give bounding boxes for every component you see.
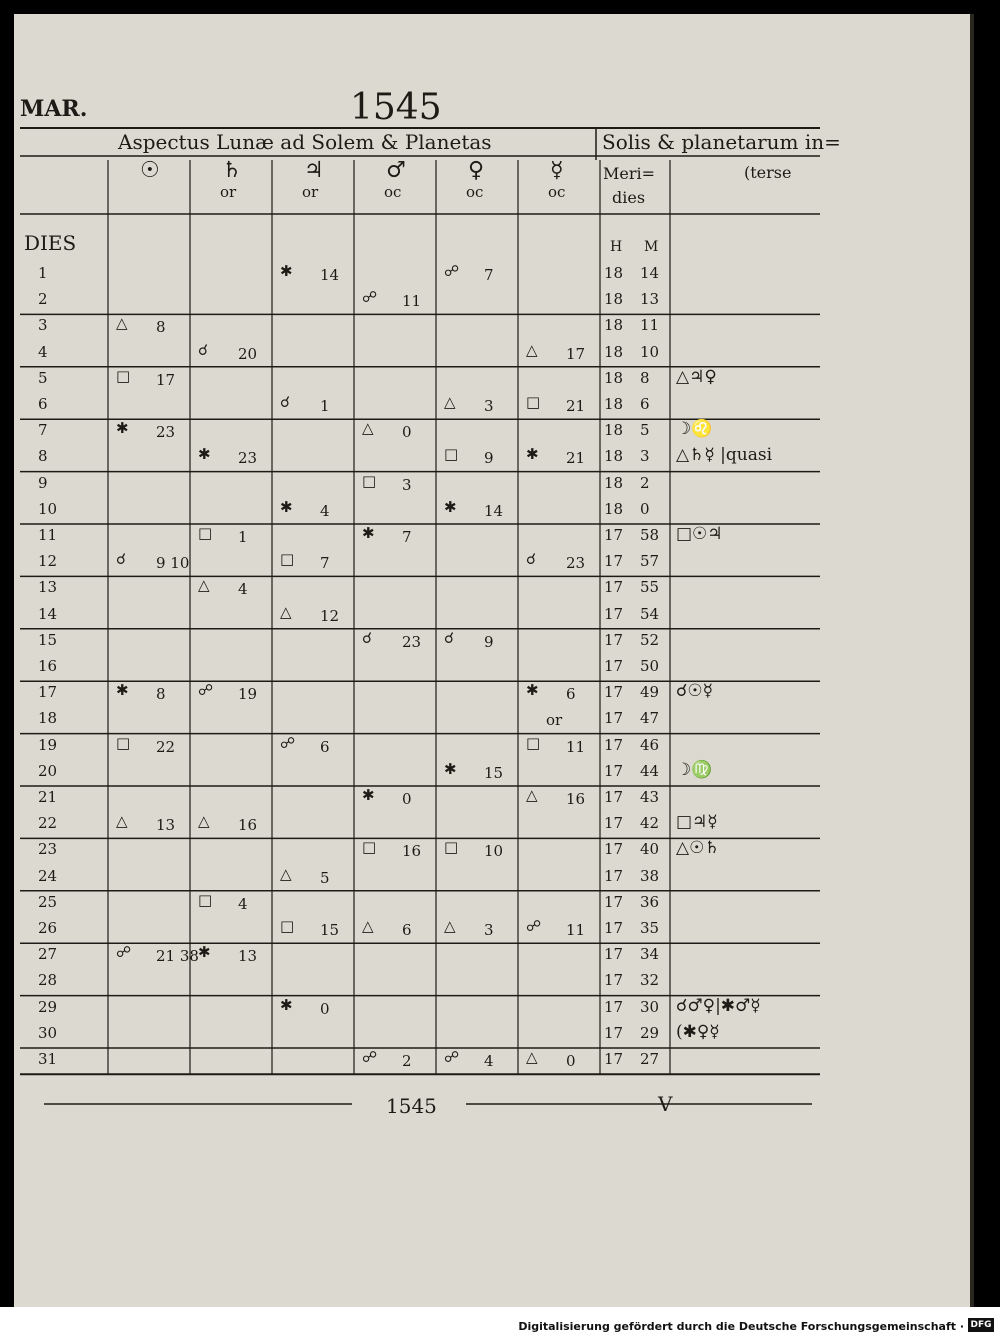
month-heading: MAR. xyxy=(20,96,88,122)
meridies-hour: 18 xyxy=(604,342,624,361)
day-number: 13 xyxy=(38,578,58,597)
meridies-hour: 18 xyxy=(604,395,624,413)
column-suffix: or xyxy=(302,183,319,201)
aspect-degree: 21 38 xyxy=(156,947,199,966)
aspect-symbol: ✱ xyxy=(280,497,293,516)
credit-text: Digitalisierung gefördert durch die Deutsche Forschungsgemeinschaft · xyxy=(518,1320,964,1333)
aspect-note: ☽♍ xyxy=(676,759,713,780)
meridies-hour: 18 xyxy=(604,316,624,335)
aspect-degree: 7 xyxy=(320,554,330,573)
aspect-symbol: △ xyxy=(116,812,128,831)
aspect-symbol: □ xyxy=(116,366,131,385)
aspect-symbol: ✱ xyxy=(362,786,375,804)
signature-mark: V xyxy=(658,1092,673,1116)
aspect-degree: 13 xyxy=(238,947,258,966)
aspect-symbol: □ xyxy=(362,471,377,490)
aspect-degree: 6 xyxy=(320,737,330,756)
aspect-degree: 11 xyxy=(566,737,586,756)
aspect-degree: 22 xyxy=(156,737,176,756)
planet-symbol: ☿ xyxy=(550,158,564,183)
aspect-note: ☌♂♀|✱♂☿ xyxy=(676,995,761,1016)
column-suffix: oc xyxy=(548,183,566,201)
aspect-symbol: ✱ xyxy=(280,995,293,1014)
aspect-symbol: ☍ xyxy=(198,681,214,700)
meridies-hour: 18 xyxy=(604,473,624,492)
aspect-symbol: ✱ xyxy=(362,524,375,542)
aspect-degree: 23 xyxy=(566,554,586,573)
aspect-symbol: ✱ xyxy=(444,759,457,778)
aspect-note: △♃♀ xyxy=(676,366,717,387)
aspect-degree: or xyxy=(546,711,563,730)
day-number: 23 xyxy=(38,840,58,859)
aspect-degree: 5 xyxy=(320,868,330,887)
day-number: 21 xyxy=(38,788,58,806)
aspect-symbol: ✱ xyxy=(116,419,129,438)
aspect-degree: 0 xyxy=(320,999,330,1018)
aspect-symbol: △ xyxy=(362,917,374,935)
aspect-symbol: □ xyxy=(444,838,459,857)
aspect-symbol: △ xyxy=(444,917,456,935)
aspect-symbol: ☍ xyxy=(362,1048,378,1066)
meridies-hour: 17 xyxy=(604,630,624,649)
day-number: 24 xyxy=(38,866,58,885)
day-number: 11 xyxy=(38,526,58,544)
meridies-minute: 54 xyxy=(640,604,660,623)
meridies-hour: 18 xyxy=(604,421,624,440)
aspect-degree: 9 xyxy=(484,449,494,468)
day-number: 2 xyxy=(38,290,48,309)
meridies-minute: 5 xyxy=(640,421,650,440)
aspect-degree: 11 xyxy=(402,292,422,311)
aspect-note: △☉♄ xyxy=(676,838,720,859)
meridies-hour: 18 xyxy=(604,290,624,309)
meridies-hour: 17 xyxy=(604,1050,624,1068)
aspect-symbol: ✱ xyxy=(116,681,129,700)
aspect-symbol: ☌ xyxy=(280,393,291,411)
day-number: 22 xyxy=(38,814,58,833)
meridies-minute: 43 xyxy=(640,788,660,806)
meridies-minute: 30 xyxy=(640,997,660,1016)
day-number: 17 xyxy=(38,683,58,702)
aspect-degree: 16 xyxy=(402,842,422,861)
aspect-symbol: △ xyxy=(198,576,210,595)
aspect-symbol: △ xyxy=(526,1048,538,1066)
meridies-minute: 27 xyxy=(640,1050,660,1068)
meridies-hour: 18 xyxy=(604,499,624,518)
minute-label: M xyxy=(644,239,659,255)
aspect-note: ☽♌ xyxy=(676,419,713,440)
meridies-hour: 17 xyxy=(604,840,624,859)
day-number: 1 xyxy=(38,264,48,282)
meridies-hour: 18 xyxy=(604,447,624,466)
planet-symbol: ♂ xyxy=(386,158,406,183)
meridies-minute: 38 xyxy=(640,866,660,885)
aspect-degree: 0 xyxy=(566,1052,576,1070)
day-number: 5 xyxy=(38,368,48,387)
aspect-symbol: ☍ xyxy=(444,262,460,280)
aspect-degree: 7 xyxy=(484,266,494,284)
day-number: 4 xyxy=(38,342,48,361)
column-suffix: oc xyxy=(466,183,484,201)
meridies-hour: 17 xyxy=(604,919,624,937)
aspect-symbol: ☍ xyxy=(116,943,132,962)
aspect-note: ☌☉☿ xyxy=(676,681,714,702)
meridies-minute: 40 xyxy=(640,840,660,859)
day-number: 27 xyxy=(38,945,58,964)
meridies-minute: 10 xyxy=(640,342,660,361)
solis-section-title: Solis & planetarum in= xyxy=(602,130,841,154)
meridies-minute: 36 xyxy=(640,892,660,911)
meridies-minute: 32 xyxy=(640,971,660,990)
aspect-degree: 15 xyxy=(320,921,340,939)
meridies-hour: 18 xyxy=(604,264,624,282)
day-number: 28 xyxy=(38,971,58,990)
aspect-symbol: ☍ xyxy=(444,1048,460,1066)
aspect-degree: 17 xyxy=(566,344,586,363)
planet-symbol: ♀ xyxy=(468,158,485,183)
aspect-degree: 14 xyxy=(484,501,504,520)
aspect-symbol: □ xyxy=(116,733,131,752)
meridies-hour: 17 xyxy=(604,866,624,885)
column-suffix: oc xyxy=(384,183,402,201)
aspect-degree: 13 xyxy=(156,816,176,835)
aspect-symbol: □ xyxy=(198,890,213,909)
aspect-symbol: ☌ xyxy=(362,628,373,647)
aspect-symbol: □ xyxy=(280,550,295,569)
meridies-hour: 17 xyxy=(604,657,624,675)
day-number: 6 xyxy=(38,395,48,413)
aspect-symbol: △ xyxy=(116,314,128,333)
planet-symbol: ☉ xyxy=(140,158,160,183)
day-number: 20 xyxy=(38,761,58,780)
aspect-degree: 21 xyxy=(566,449,586,468)
aspect-symbol: ☍ xyxy=(526,917,542,935)
day-number: 25 xyxy=(38,892,58,911)
aspect-degree: 8 xyxy=(156,318,166,337)
meridies-hour: 17 xyxy=(604,997,624,1016)
aspect-degree: 23 xyxy=(402,632,422,651)
aspect-symbol: □ xyxy=(198,524,213,542)
aspect-symbol: △ xyxy=(362,419,374,438)
page-edge xyxy=(970,14,974,1307)
meridies-hour: 17 xyxy=(604,526,624,544)
meridies-minute: 34 xyxy=(640,945,660,964)
aspect-note: □☉♃ xyxy=(676,524,723,544)
aspect-degree: 2 xyxy=(402,1052,412,1070)
aspect-degree: 9 10 xyxy=(156,554,190,573)
day-number: 29 xyxy=(38,997,58,1016)
aspects-section-title: Aspectus Lunæ ad Solem & Planetas xyxy=(118,130,492,154)
hour-label: H xyxy=(610,239,623,255)
meridies-minute: 55 xyxy=(640,578,660,597)
aspect-degree: 20 xyxy=(238,344,258,363)
aspect-symbol: □ xyxy=(362,838,377,857)
meridies-minute: 44 xyxy=(640,761,660,780)
aspect-note: □♃☿ xyxy=(676,812,718,833)
day-number: 8 xyxy=(38,447,48,466)
meridies-hour: 17 xyxy=(604,945,624,964)
meridies-minute: 49 xyxy=(640,683,660,702)
aspect-degree: 7 xyxy=(402,528,412,546)
aspect-note: (✱♀☿ xyxy=(676,1021,720,1042)
day-number: 19 xyxy=(38,735,58,754)
aspect-symbol: ☌ xyxy=(526,550,537,569)
meridies-minute: 6 xyxy=(640,395,650,413)
meridies-minute: 29 xyxy=(640,1023,660,1042)
meridies-hour: 17 xyxy=(604,814,624,833)
aspect-symbol: △ xyxy=(526,786,538,804)
aspect-symbol: ☌ xyxy=(444,628,455,647)
meridies-hour: 17 xyxy=(604,578,624,597)
day-number: 3 xyxy=(38,316,48,335)
book-page xyxy=(14,14,970,1307)
aspect-note: △♄☿ |quasi xyxy=(676,445,773,466)
aspect-degree: 6 xyxy=(566,685,576,704)
year-heading: 1545 xyxy=(350,87,442,128)
day-number: 14 xyxy=(38,604,58,623)
day-number: 12 xyxy=(38,552,58,571)
aspect-degree: 8 xyxy=(156,685,166,704)
aspect-degree: 3 xyxy=(484,921,494,939)
day-number: 7 xyxy=(38,421,48,440)
aspect-symbol: ☌ xyxy=(198,340,209,359)
meridies-minute: 52 xyxy=(640,630,660,649)
aspect-degree: 4 xyxy=(238,894,248,913)
meridies-label: Meri= xyxy=(603,164,656,183)
day-number: 30 xyxy=(38,1023,58,1042)
aspect-degree: 0 xyxy=(402,790,412,808)
aspect-degree: 1 xyxy=(320,397,330,415)
planet-symbol: ♄ xyxy=(222,158,242,183)
aspect-degree: 23 xyxy=(156,423,176,442)
meridies-minute: 46 xyxy=(640,735,660,754)
meridies-minute: 2 xyxy=(640,473,650,492)
day-number: 15 xyxy=(38,630,58,649)
meridies-hour: 17 xyxy=(604,735,624,754)
aspect-degree: 14 xyxy=(320,266,340,284)
aspect-symbol: □ xyxy=(526,733,541,752)
meridies-minute: 8 xyxy=(640,368,650,387)
aspect-degree: 10 xyxy=(484,842,504,861)
meridies-minute: 11 xyxy=(640,316,660,335)
aspect-symbol: ✱ xyxy=(280,262,293,280)
meridies-label-2: dies xyxy=(612,188,646,207)
aspect-degree: 4 xyxy=(238,580,248,599)
day-number: 9 xyxy=(38,473,48,492)
day-number: 26 xyxy=(38,919,58,937)
aspect-degree: 17 xyxy=(156,370,176,389)
footer-year: 1545 xyxy=(386,1094,437,1118)
aspect-symbol: ☍ xyxy=(362,288,378,307)
aspect-degree: 3 xyxy=(484,397,494,415)
meridies-minute: 3 xyxy=(640,447,650,466)
aspect-symbol: △ xyxy=(526,340,538,359)
aspect-symbol: ☌ xyxy=(116,550,127,569)
aspect-symbol: □ xyxy=(280,917,295,935)
aspect-degree: 3 xyxy=(402,475,412,494)
aspect-degree: 4 xyxy=(484,1052,494,1070)
aspect-symbol: △ xyxy=(444,393,456,411)
dfg-logo: DFG xyxy=(968,1318,994,1332)
aspect-degree: 16 xyxy=(238,816,258,835)
aspect-degree: 15 xyxy=(484,763,504,782)
meridies-minute: 13 xyxy=(640,290,660,309)
meridies-minute: 0 xyxy=(640,499,650,518)
meridies-minute: 35 xyxy=(640,919,660,937)
aspect-symbol: ✱ xyxy=(526,681,539,700)
column-suffix: or xyxy=(220,183,237,201)
aspect-degree: 23 xyxy=(238,449,258,468)
aspect-degree: 12 xyxy=(320,606,340,625)
meridies-hour: 17 xyxy=(604,761,624,780)
aspect-degree: 4 xyxy=(320,501,330,520)
meridies-hour: 17 xyxy=(604,604,624,623)
planet-symbol: ♃ xyxy=(304,158,324,183)
meridies-hour: 17 xyxy=(604,892,624,911)
aspect-degree: 0 xyxy=(402,423,412,442)
meridies-hour: 17 xyxy=(604,709,624,728)
meridies-hour: 17 xyxy=(604,788,624,806)
meridies-minute: 50 xyxy=(640,657,660,675)
aspect-symbol: △ xyxy=(280,864,292,883)
aspect-symbol: □ xyxy=(526,393,541,411)
meridies-hour: 17 xyxy=(604,971,624,990)
solis-section-continuation: (terse xyxy=(744,163,792,182)
dies-label: DIES xyxy=(24,231,77,255)
meridies-minute: 57 xyxy=(640,552,660,571)
day-number: 18 xyxy=(38,709,58,728)
meridies-hour: 17 xyxy=(604,1023,624,1042)
aspect-symbol: ✱ xyxy=(526,445,539,464)
aspect-symbol: □ xyxy=(444,445,459,464)
aspect-symbol: ☍ xyxy=(280,733,296,752)
aspect-symbol: ✱ xyxy=(444,497,457,516)
meridies-minute: 58 xyxy=(640,526,660,544)
meridies-hour: 18 xyxy=(604,368,624,387)
meridies-minute: 14 xyxy=(640,264,660,282)
day-number: 16 xyxy=(38,657,58,675)
day-number: 10 xyxy=(38,499,58,518)
aspect-symbol: ✱ xyxy=(198,943,211,962)
aspect-degree: 16 xyxy=(566,790,586,808)
day-number: 31 xyxy=(38,1050,58,1068)
aspect-degree: 6 xyxy=(402,921,412,939)
aspect-degree: 19 xyxy=(238,685,258,704)
meridies-hour: 17 xyxy=(604,683,624,702)
aspect-symbol: △ xyxy=(280,602,292,621)
aspect-degree: 11 xyxy=(566,921,586,939)
meridies-minute: 47 xyxy=(640,709,660,728)
aspect-degree: 21 xyxy=(566,397,586,415)
aspect-degree: 9 xyxy=(484,632,494,651)
meridies-minute: 42 xyxy=(640,814,660,833)
aspect-symbol: △ xyxy=(198,812,210,831)
aspect-degree: 1 xyxy=(238,528,248,546)
aspect-symbol: ✱ xyxy=(198,445,211,464)
meridies-hour: 17 xyxy=(604,552,624,571)
